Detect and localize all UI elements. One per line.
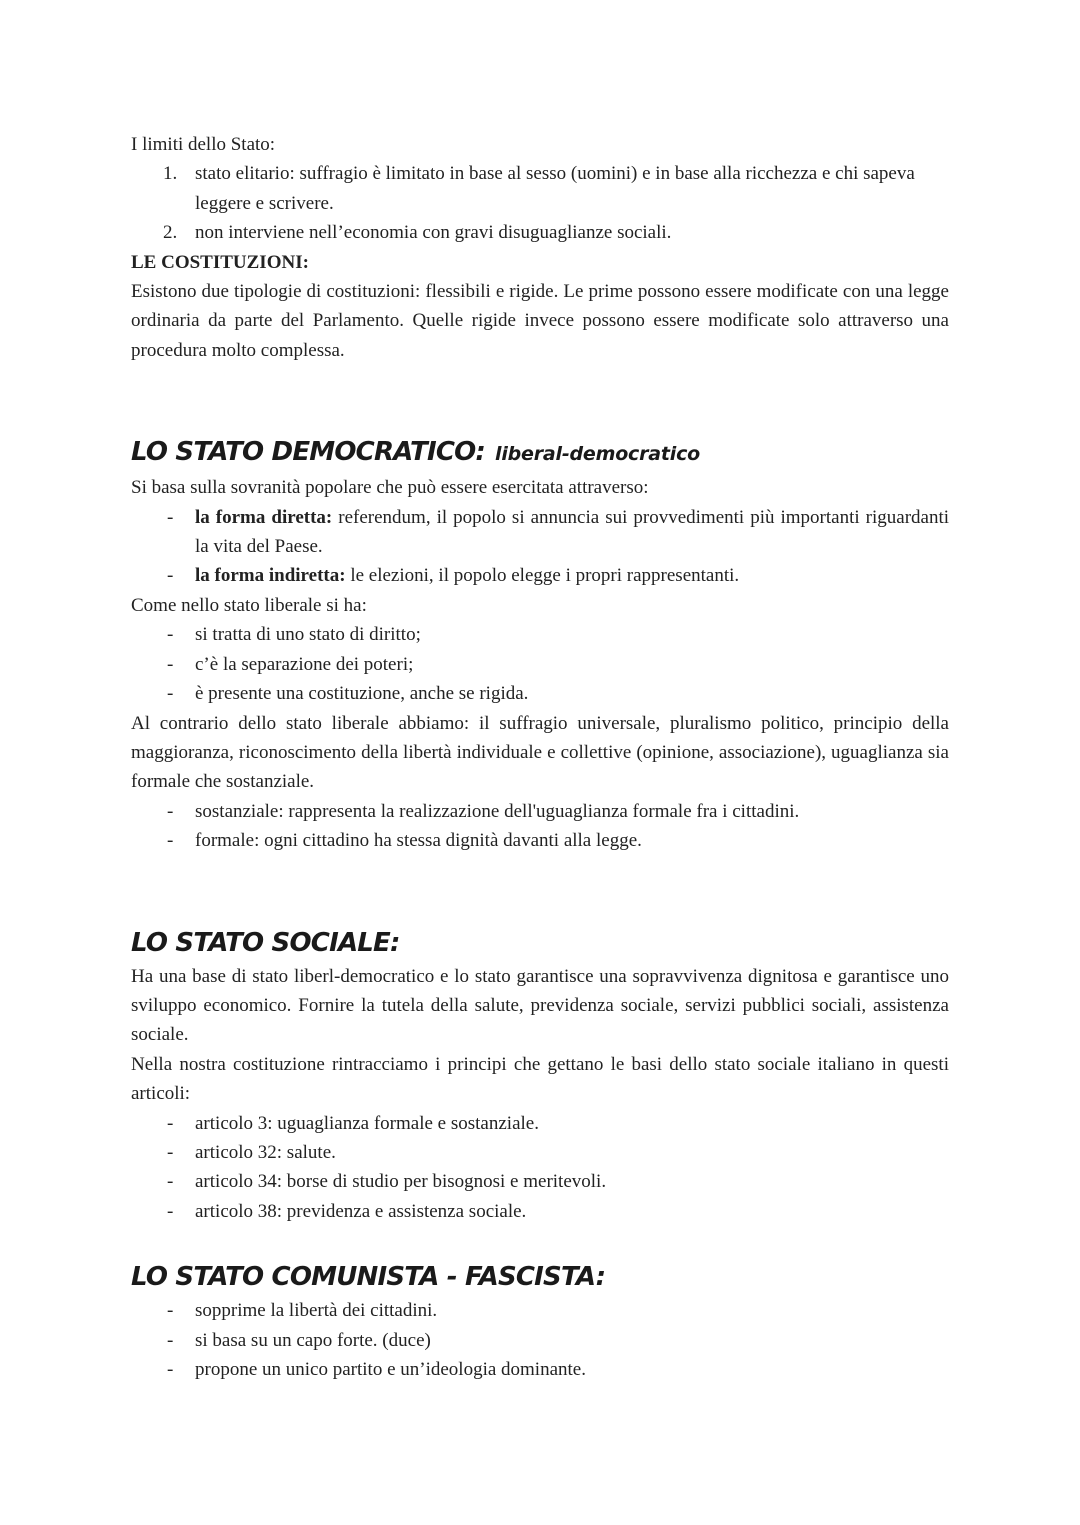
democratic-intro: Si basa sulla sovranità popolare che può essere esercitata attraverso: [131,477,649,499]
social-paragraph-2: Nella nostra costituzione rintracciamo i principi che gettano le basi dello stato sociale italiano in questi articoli: [131,1053,949,1105]
dash-bullet: - [167,653,174,675]
limits-intro: I limiti dello Stato: [131,134,276,155]
list-item [131,503,949,562]
list-item [131,679,949,708]
list-item-text: c’è la separazione dei poteri; [195,653,414,675]
democratic-subtitle: liberal-democratico [495,443,701,466]
dash-bullet: - [167,1329,174,1351]
list-item [131,1167,949,1196]
dash-bullet: - [167,624,174,646]
communist-heading: LO STATO COMUNISTA - FASCISTA: [131,1262,606,1293]
list-item [131,1109,949,1138]
like-intro: Come nello stato liberale si ha: [131,594,367,616]
dash-bullet: - [167,1141,174,1163]
dash-bullet: - [167,1171,174,1193]
communist-list [131,1296,949,1384]
democratic-heading [131,435,949,471]
list-item [131,561,949,590]
list-item-text: propone un unico partito e un’ideologia dominante. [195,1359,586,1380]
list-item [131,1296,949,1325]
dash-bullet: - [167,800,174,822]
list-item-text: si basa su un capo forte. (duce) [195,1329,431,1351]
form-text: le elezioni, il popolo elegge i propri rappresentanti. [345,565,740,587]
form-label: la forma indiretta: [195,565,346,587]
dash-bullet: - [167,1112,174,1134]
list-item-text: sostanziale: rappresenta la realizzazione dell'uguaglianza formale fra i cittadini. [195,800,800,822]
list-item-text: è presente una costituzione, anche se rigida. [195,683,529,705]
dash-bullet: - [167,1200,174,1222]
equality-list [131,797,949,856]
social-heading: LO STATO SOCIALE: [131,927,400,958]
list-item [131,650,949,679]
dash-bullet: - [167,506,174,528]
list-item [131,826,949,855]
democratic-title: LO STATO DEMOCRATICO: [131,437,486,468]
constitutions-paragraph: Esistono due tipologie di costituzioni: flessibili e rigide. Le prime possono essere modificate con una legge ordinaria da parte del Parlamento. Quelle rigide invece possono essere modificate solo attraverso una procedura molto complessa. [131,281,949,361]
articles-list [131,1109,949,1227]
social-paragraph-1: Ha una base di stato liberl-democratico e lo stato garantisce una sopravvivenza dignitosa e garantisce uno sviluppo economico. Fornire la tutela della salute, previdenza sociale, servizi pubblici sociali, assistenza sociale. [131,965,949,1046]
form-label: la forma diretta: [195,506,333,528]
dash-bullet: - [167,1300,174,1322]
list-item [131,797,949,826]
list-item-text: articolo 32: salute. [195,1141,336,1163]
list-item [131,218,949,247]
list-item [131,1326,949,1355]
list-item-text: articolo 34: borse di studio per bisognosi e meritevoli. [195,1171,607,1193]
dash-bullet: - [167,1359,174,1380]
list-item [131,1197,949,1226]
list-item [131,620,949,649]
dash-bullet: - [167,830,174,852]
list-item-text: articolo 38: previdenza e assistenza sociale. [195,1200,527,1222]
form-text: referendum, il popolo si annuncia sui provvedimenti più importanti riguardanti la vita del Paese. [195,506,950,558]
list-item-text: si tratta di uno stato di diritto; [195,624,421,646]
like-list [131,620,949,708]
dash-bullet: - [167,565,174,587]
document-page [131,130,949,1384]
list-item-text: sopprime la libertà dei cittadini. [195,1300,438,1322]
list-number: 1. [163,163,178,185]
limits-list [131,159,949,247]
contrary-paragraph: Al contrario dello stato liberale abbiamo: il suffragio universale, pluralismo politico, principio della maggioranza, riconoscimento della libertà individuale e collettive (opinione, associazione), uguaglianza sia formale che sostanziale. [131,712,949,793]
list-item [131,1355,949,1384]
list-item [131,159,949,218]
dash-bullet: - [167,683,174,705]
constitutions-heading: LE COSTITUZIONI: [131,251,309,273]
list-number: 2. [163,222,178,244]
list-item [131,1138,949,1167]
list-item-text: stato elitario: suffragio è limitato in base al sesso (uomini) e in base alla ricchezza e chi sapeva leggere e scrivere. [195,163,915,214]
democratic-forms-list [131,503,949,591]
list-item-text: articolo 3: uguaglianza formale e sostanziale. [195,1112,539,1134]
list-item-text: non interviene nell’economia con gravi disuguaglianze sociali. [195,222,672,244]
list-item-text: formale: ogni cittadino ha stessa dignità davanti alla legge. [195,830,642,852]
